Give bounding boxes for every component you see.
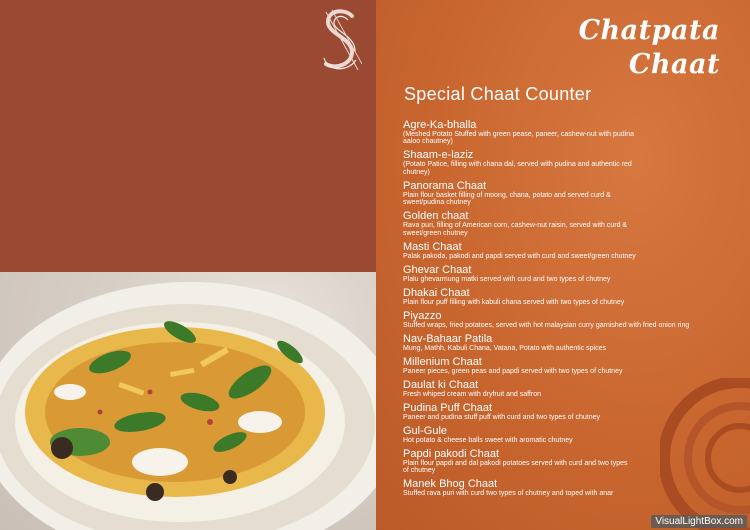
- menu-item-description: Paneer and pudina stuff puff with curd and two types of chutney: [403, 413, 601, 421]
- menu-item-description: Fresh whiped cream with dryfruit and saffron: [403, 390, 541, 398]
- food-photo: [0, 272, 376, 530]
- menu-item-description: (Meshed Potato Stuffed with green pease, paneer, cashew-nut with pudina aaloo chautney): [403, 131, 635, 146]
- menu-item: [403, 120, 743, 146]
- brand-title: [579, 14, 720, 82]
- menu-item: [403, 211, 743, 237]
- menu-item: [403, 181, 743, 207]
- watermark: VisualLightBox.com: [651, 515, 747, 528]
- menu-item-description: Stuffed wraps, fried potatoes, served with hot malaysian curry garnished with fried onion ring: [403, 321, 690, 329]
- menu-item-name: Panorama Chaat: [403, 179, 487, 192]
- menu-item-description: Plain flour basket filling of moong, chana, potato and served curd & sweet/pudina chutney: [403, 191, 611, 207]
- menu-item: [403, 265, 743, 283]
- menu-item-description: Paneer pieces, green peas and papdi served with two types of chutney: [403, 367, 623, 375]
- menu-item-name: Ghevar Chaat: [403, 263, 472, 276]
- menu-item-name: Gul-Gule: [403, 424, 448, 437]
- ornamental-s-logo-icon: [318, 8, 362, 74]
- menu-item-description: Mung, Mathh, Kabuli Chana, Vatana, Potato with authentic spices: [403, 344, 606, 352]
- menu-item-description: Plain flour puff filling with kabuli chana served with two types of chutney: [403, 298, 625, 306]
- menu-item-name: Millenium Chaat: [403, 355, 482, 368]
- menu-item-name: Golden chaat: [403, 210, 469, 223]
- menu-item-name: Shaam-e-laziz: [403, 149, 474, 162]
- brand-line-1: Chatpata: [578, 15, 720, 46]
- menu-item: [403, 288, 743, 306]
- menu-item-name: Dhakai Chaat: [403, 286, 470, 299]
- menu-item-name: Masti Chaat: [403, 240, 462, 253]
- menu-item-name: Piyazzo: [403, 309, 442, 322]
- menu-item: [403, 334, 743, 352]
- concentric-circles-icon: [660, 378, 750, 530]
- right-panel: [376, 0, 750, 530]
- brand-line-2: Chaat: [628, 49, 720, 80]
- menu-item-description: Plain flour papdi and dal pakodi potatoes served with curd and two types of chutney: [403, 459, 628, 475]
- menu-item: [403, 357, 743, 375]
- section-title: Special Chaat Counter: [404, 84, 592, 104]
- menu-item: [403, 311, 743, 329]
- menu-item-description: Hot potato & cheese balls sweet with aromatic chutney: [403, 436, 573, 444]
- menu-item: [403, 242, 743, 260]
- menu-item-name: Nav-Bahaar Patila: [403, 332, 493, 345]
- menu-item-name: Manek Bhog Chaat: [403, 478, 498, 491]
- menu-item-name: Papdi pakodi Chaat: [403, 447, 500, 460]
- menu-item-description: (Potato Patice, filling with chana dal, served with pudina and authentic red chutney): [403, 161, 632, 176]
- menu-item-name: Pudina Puff Chaat: [403, 401, 493, 414]
- menu-item-description: Palak pakoda, pakodi and papdi served with curd and sweet/green chutney: [403, 252, 636, 260]
- menu-item-description: Rava puri, filling of American corn, cashew-nut raisin, served with curd & sweet/green chutney: [403, 222, 628, 237]
- menu-item-name: Agre-Ka-bhalla: [403, 119, 477, 131]
- menu-item-description: Plalu ghevarmung matki served with curd and two types of chutney: [403, 275, 611, 283]
- menu-item-name: Daulat ki Chaat: [403, 378, 479, 391]
- menu-item-description: Stuffed rava puri with curd two types of chutney and toped with anar: [403, 490, 614, 498]
- menu-item: [403, 150, 743, 176]
